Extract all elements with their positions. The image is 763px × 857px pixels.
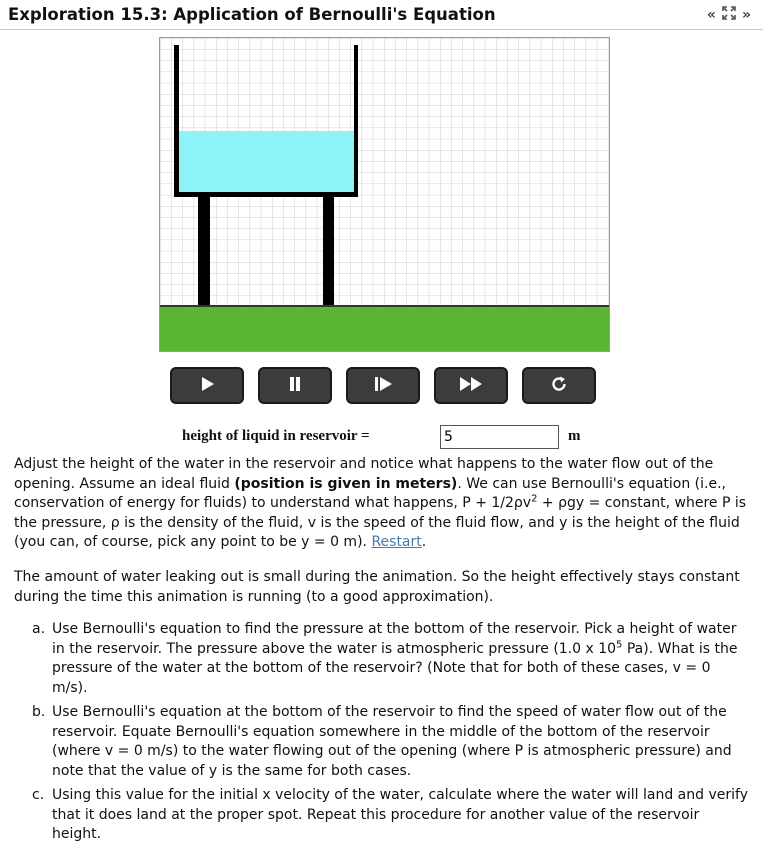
next-icon[interactable]: » xyxy=(741,7,751,23)
reset-icon xyxy=(550,375,568,397)
simulation-canvas[interactable] xyxy=(159,37,610,352)
question-c xyxy=(14,786,749,845)
question-a-text-2: Pa). What is the pressure of the water at the bottom of the reservoir? (Note that for both of these cases, v = 0 m/s). xyxy=(52,640,738,696)
simulation-drawing xyxy=(160,38,609,351)
instructions-text-1: Adjust the height of the water in the reservoir and notice what happens to the water flow out of the opening. Assume an ideal fluid xyxy=(14,456,714,492)
height-unit: m xyxy=(568,428,581,444)
pause-button[interactable] xyxy=(258,367,332,404)
approximation-paragraph: The amount of water leaking out is small during the animation. So the height effectively stays constant during the time this animation is running (to a good approximation). xyxy=(14,569,740,605)
reservoir-bottom xyxy=(174,192,358,197)
right-support-leg xyxy=(323,197,334,307)
water xyxy=(178,131,356,194)
exponent-superscript: 5 xyxy=(616,638,623,650)
step-forward-icon xyxy=(372,375,394,397)
question-list xyxy=(14,620,749,850)
play-icon xyxy=(198,375,216,397)
reset-button[interactable] xyxy=(522,367,596,404)
fast-forward-button[interactable] xyxy=(434,367,508,404)
left-support-leg xyxy=(198,197,210,307)
height-input-row xyxy=(0,424,763,450)
ground-line xyxy=(160,305,609,307)
question-b xyxy=(14,703,749,781)
instructions-paragraph xyxy=(14,455,749,553)
question-c-text: Using this value for the initial x velocity of the water, calculate where the water will land and verify that it does land at the proper spot. Repeat this procedure for another value of the reservoir height. xyxy=(52,787,748,842)
nav-controls xyxy=(707,6,751,24)
title-bar xyxy=(0,0,763,30)
animation-controls xyxy=(0,367,763,405)
question-a xyxy=(14,620,749,698)
instructions-text-2: . We can use Bernoulli's equation (i.e., conservation of energy for fluids) to understand what happens, P + 1/2ρv xyxy=(14,475,726,511)
question-b-text: Use Bernoulli's equation at the bottom of the reservoir to find the speed of water flow out of the reservoir. Equate Bernoulli's equation somewhere in the middle of the bottom of the reservoir (where v = 0 m/s) to the water flowing out of the opening (where P is atmospheric pressure) and note that the value of y is the same for both cases. xyxy=(52,704,732,779)
squared-superscript: 2 xyxy=(531,493,538,505)
instructions-period: . xyxy=(421,534,427,550)
reservoir-right-wall xyxy=(354,45,358,193)
fast-forward-icon xyxy=(458,375,484,397)
question-a-marker: a. xyxy=(32,621,46,637)
question-a-text-1: Use Bernoulli's equation to find the pressure at the bottom of the reservoir. Pick a height of water in the reservoir. The pressure above the water is atmospheric pressure (1.0 x 10 xyxy=(52,621,737,657)
previous-icon[interactable]: « xyxy=(706,7,716,23)
question-b-marker: b. xyxy=(32,704,46,720)
question-c-marker: c. xyxy=(32,787,45,803)
ground xyxy=(160,307,609,351)
reservoir-left-wall xyxy=(174,45,179,197)
position-note: (position is given in meters) xyxy=(234,475,458,492)
expand-icon[interactable] xyxy=(722,6,736,24)
instructions-text-3: + ρgy = constant, where P is the pressure, ρ is the density of the fluid, v is the speed of the fluid flow, and y is the height of the fluid (you can, of course, pick any point to be y = 0 m). xyxy=(14,495,747,550)
pause-icon xyxy=(286,375,304,397)
height-input[interactable] xyxy=(440,425,559,449)
height-input-label: height of liquid in reservoir = xyxy=(182,428,370,444)
page-title: Exploration 15.3: Application of Bernoulli's Equation xyxy=(8,5,496,24)
step-button[interactable] xyxy=(346,367,420,404)
restart-link[interactable]: Restart xyxy=(371,534,422,550)
play-button[interactable] xyxy=(170,367,244,404)
